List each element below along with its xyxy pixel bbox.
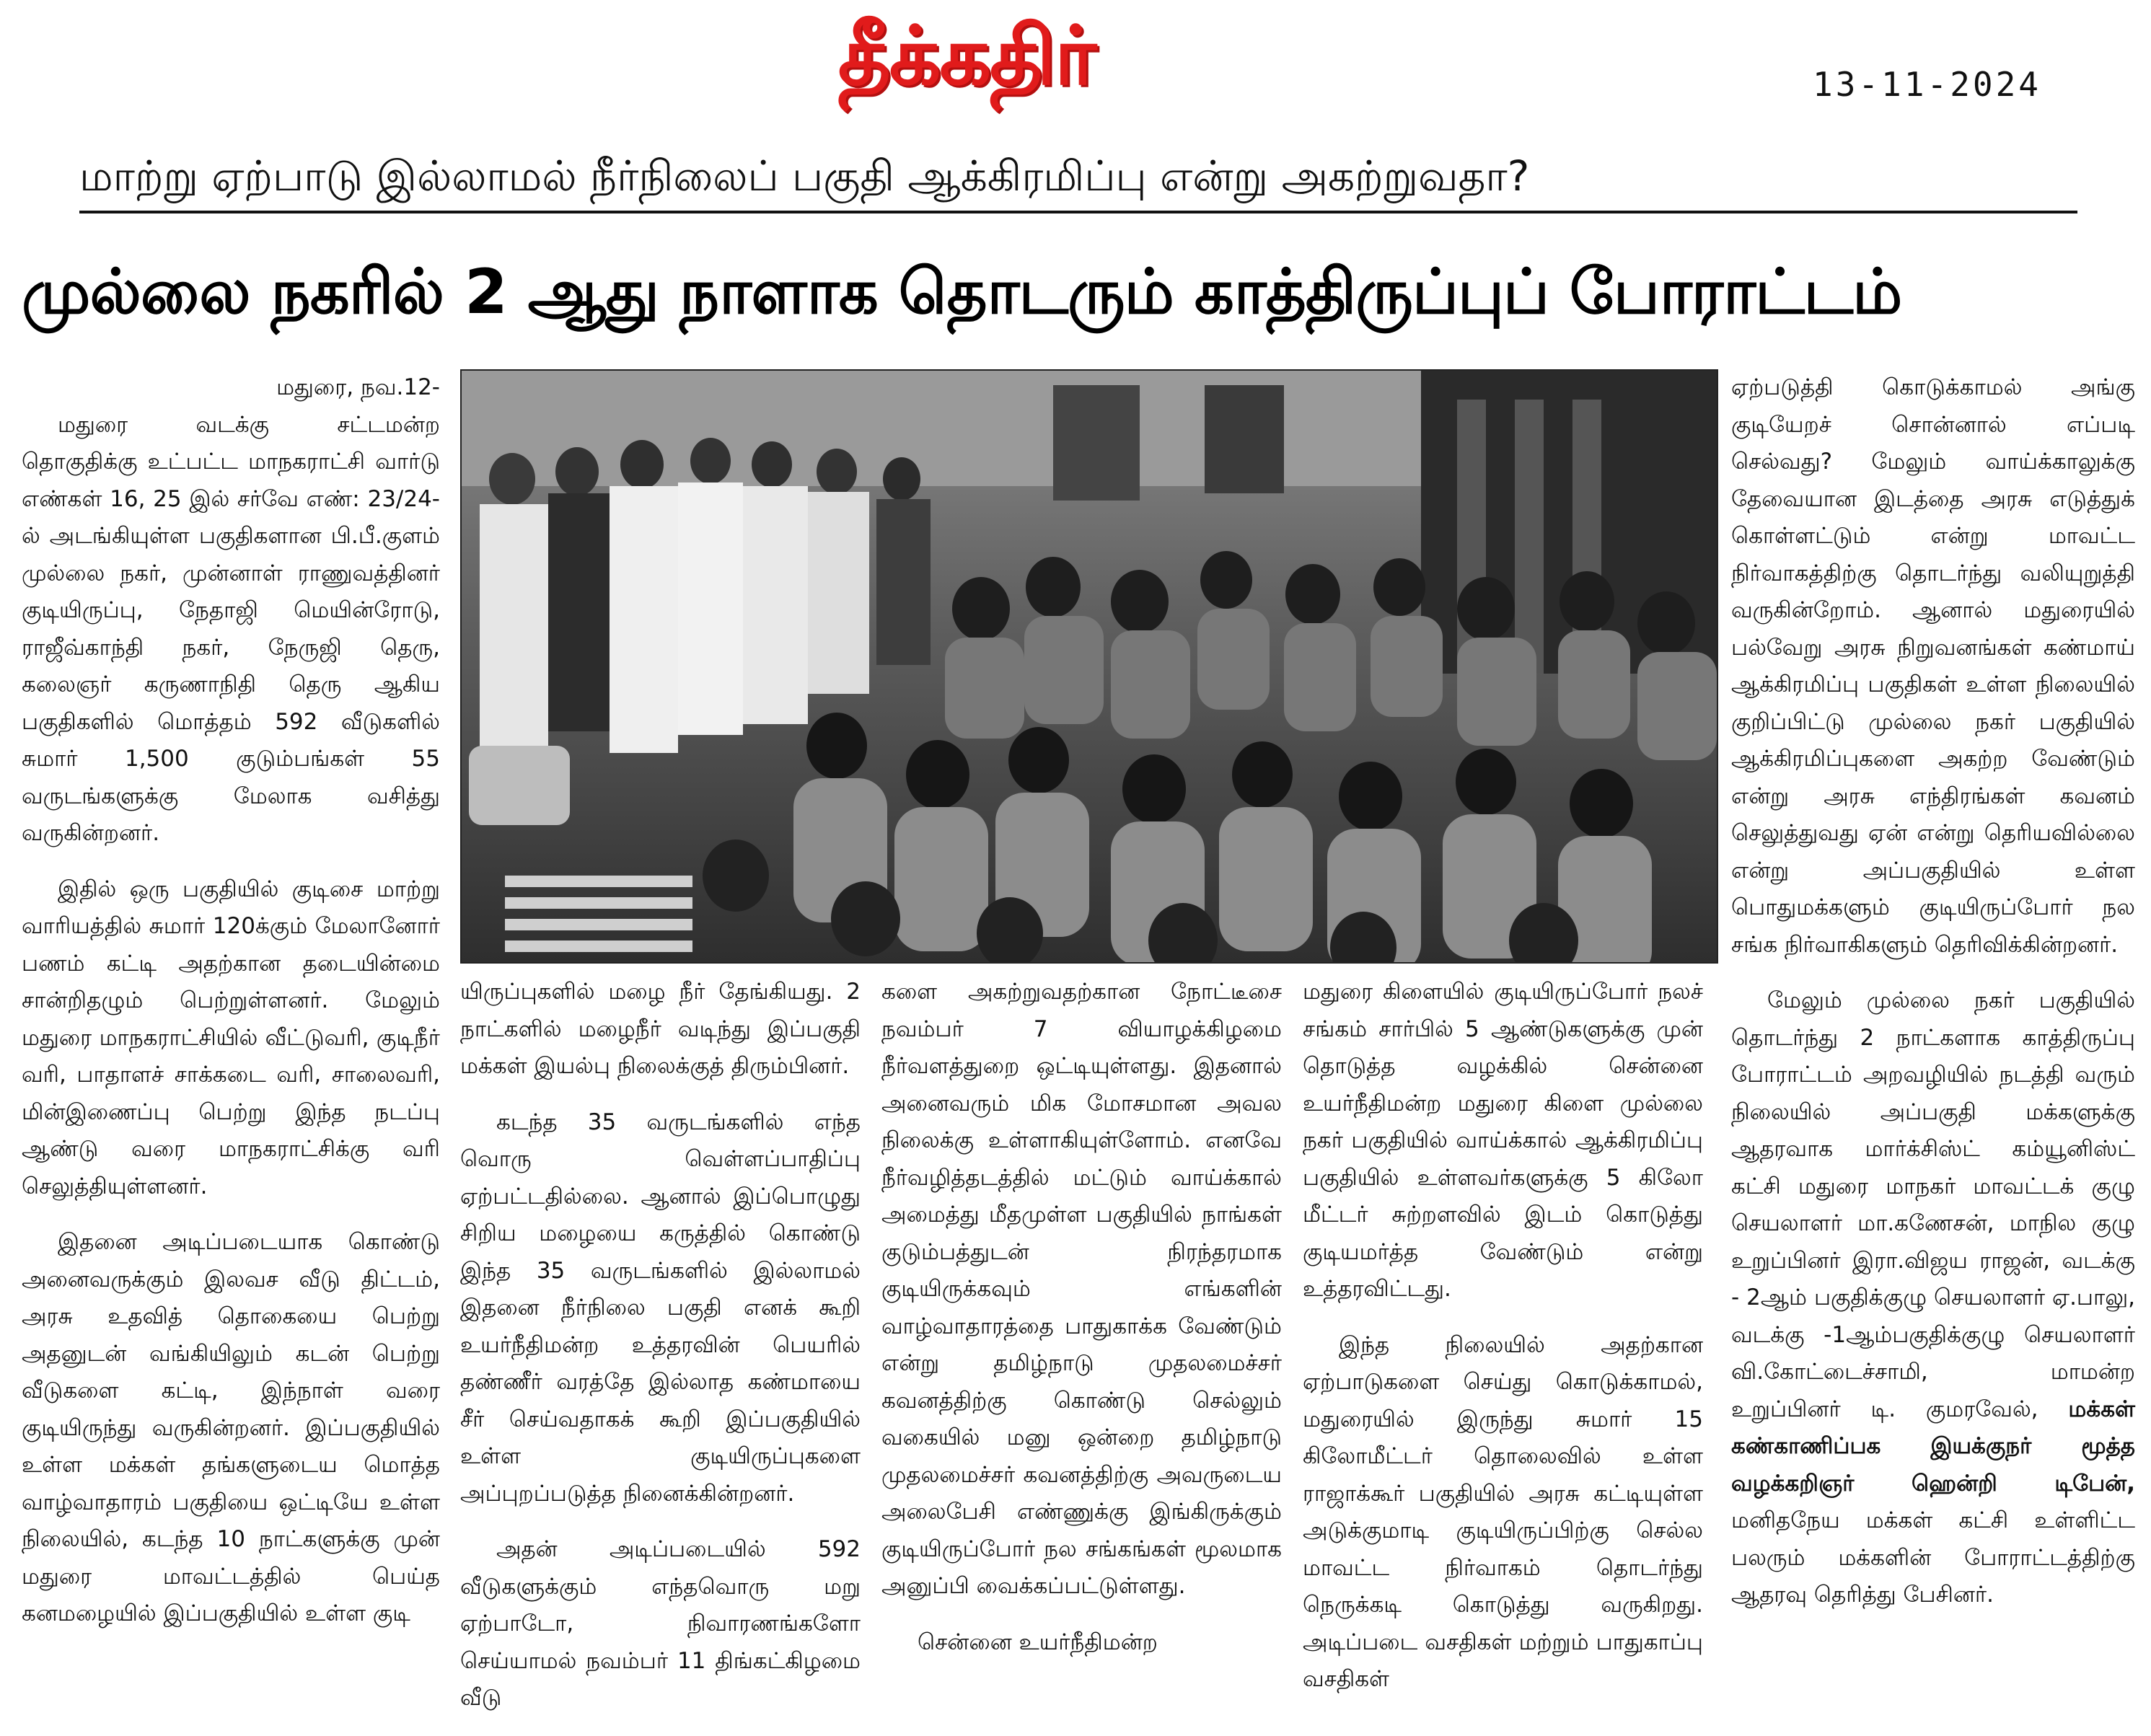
article-photo — [460, 369, 1718, 964]
article-column-2 — [460, 974, 861, 1736]
paragraph: ஏற்படுத்தி கொடுக்காமல் அங்கு குடியேறச் சொன்னால் எப்படி செல்வது? மேலும் வாய்க்காலுக்கு தேவையான இடத்தை அரசு எடுத்துக் கொள்ளட்டும் என்று மாவட்ட நிர்வாகத்திற்கு தொடர்ந்து வலியுறுத்தி வருகின்றோம். ஆனால் மதுரையில் பல்வேறு அரசு நிறுவனங்கள் கண்மாய் ஆக்கிரமிப்பு பகுதிகள் உள்ள நிலையில் குறிப்பிட்டு முல்லை நகர் பகுதியில் ஆக்கிரமிப்புகளை அகற்ற வேண்டும் என்று அரசு எந்திரங்கள் கவனம் செலுத்துவது ஏன் என்று தெரியவில்லை என்று அப்பகுதியில் உள்ள பொதுமக்களும் குடியிருப்போர் நல சங்க நிர்வாகிகளும் தெரிவிக்கின்றனர். — [1731, 374, 2135, 958]
paragraph: இதில் ஒரு பகுதியில் குடிசை மாற்று வாரியத்தில் சுமார் 120க்கும் மேலானோர் பணம் கட்டி அதற்கான தடையின்மை சான்றிதழும் பெற்றுள்ளனர். மேலும் மதுரை மாநகராட்சியில் வீட்டுவரி, குடிநீர் வரி, பாதாளச் சாக்கடை வரி, சாலைவரி, மின்இணைப்பு பெற்று இந்த நடப்பு ஆண்டு வரை மாநகராட்சிக்கு வரி செலுத்தியுள்ளனர். — [22, 876, 440, 1199]
publication-date: 13-11-2024 — [1813, 65, 2041, 104]
article-column-5 — [1731, 369, 2135, 1633]
paragraph: இதனை அடிப்படையாக கொண்டு அனைவருக்கும் இலவச வீடு திட்டம், அரசு உதவித் தொகையை பெற்று அதனுடன் வங்கியிலும் கடன் பெற்று வீடுகளை கட்டி, இந்நாள் வரை குடியிருந்து வருகின்றனர். இப்பகுதியில் உள்ள மக்கள் தங்களுடைய மொத்த வாழ்வாதாரம் பகுதியை ஒட்டியே உள்ள நிலையில், கடந்த 10 நாட்களுக்கு முன் மதுரை மாவட்டத்தில் பெய்த கனமழையில் இப்பகுதியில் உள்ள குடி — [22, 1229, 440, 1626]
newspaper-masthead: தீக்கதிர் — [837, 9, 1096, 103]
paragraph-bold-text: மக்கள் கண்காணிப்பக இயக்குநர் மூத்த வழக்கறிஞர் ஹென்றி டிபேன், — [1731, 1396, 2135, 1497]
paragraph: களை அகற்றுவதற்கான நோட்டீசை நவம்பர் 7 வியாழக்கிழமை நீர்வளத்துறை ஒட்டியுள்ளது. இதனால் அனைவரும் மிக மோசமான அவல நிலைக்கு உள்ளாகியுள்ளோம். எனவே நீர்வழித்தடத்தில் மட்டும் வாய்க்கால் அமைத்து மீதமுள்ள பகுதியில் நாங்கள் குடும்பத்துடன் நிரந்தரமாக குடியிருக்கவும் எங்களின் வாழ்வாதாரத்தை பாதுகாக்க வேண்டும் என்று தமிழ்நாடு முதலமைச்சர் கவனத்திற்கு கொண்டு செல்லும் வகையில் மனு ஒன்றை தமிழ்நாடு முதலமைச்சர் கவனத்திற்கு அவருடைய அலைபேசி எண்ணுக்கு இங்கிருக்கும் குடியிருப்போர் நல சங்கங்கள் மூலமாக அனுப்பி வைக்கப்பட்டுள்ளது. — [881, 979, 1282, 1599]
article-dateline: மதுரை, நவ.12- — [276, 374, 440, 400]
article-column-4 — [1303, 974, 1703, 1717]
paragraph: யிருப்புகளில் மழை நீர் தேங்கியது. 2 நாட்களில் மழைநீர் வடிந்து இப்பகுதி மக்கள் இயல்பு நிலைக்குத் திரும்பினர். — [460, 979, 861, 1079]
subheadline: மாற்று ஏற்பாடு இல்லாமல் நீர்நிலைப் பகுதி ஆக்கிரமிப்பு என்று அகற்றுவதா? — [79, 151, 1530, 201]
article-column-1 — [22, 369, 440, 1652]
protest-gathering-photo — [462, 371, 1717, 962]
paragraph: கடந்த 35 வருடங்களில் எந்த வொரு வெள்ளப்பாதிப்பு ஏற்பட்டதில்லை. ஆனால் இப்பொழுது சிறிய மழையை கருத்தில் கொண்டு இந்த 35 வருடங்களில் இல்லாமல் இதனை நீர்நிலை பகுதி எனக் கூறி உயர்நீதிமன்ற உத்தரவின் பெயரில் தண்ணீர் வரத்தே இல்லாத கண்மாயை சீர் செய்வதாகக் கூறி இப்பகுதியில் உள்ள குடியிருப்புகளை அப்புறப்படுத்த நினைக்கின்றனர். — [460, 1109, 861, 1507]
paragraph: அதன் அடிப்படையில் 592 வீடுகளுக்கும் எந்தவொரு மறு ஏற்பாடோ, நிவாரணங்களோ செய்யாமல் நவம்பர் 11 திங்கட்கிழமை வீடு — [460, 1536, 861, 1711]
paragraph: இந்த நிலையில் அதற்கான ஏற்பாடுகளை செய்து கொடுக்காமல், மதுரையில் இருந்து சுமார் 15 கிலோமீட்டர் தொலைவில் உள்ள ராஜாக்கூர் பகுதியில் அரசு கட்டியுள்ள அடுக்குமாடி குடியிருப்பிற்கு செல்ல மாவட்ட நிர்வாகம் தொடர்ந்து நெருக்கடி கொடுத்து வருகிறது. அடிப்படை வசதிகள் மற்றும் பாதுகாப்பு வசதிகள் — [1303, 1331, 1703, 1692]
paragraph: சென்னை உயர்நீதிமன்ற — [918, 1629, 1158, 1655]
paragraph: மதுரை வடக்கு சட்டமன்ற தொகுதிக்கு உட்பட்ட மாநகராட்சி வார்டு எண்கள் 16, 25 இல் சர்வே எண்: 23/24-ல் அடங்கியுள்ள பகுதிகளான பி.பீ.குளம் முல்லை நகர், முன்னாள் ராணுவத்தினர் குடியிருப்பு, நேதாஜி மெயின்ரோடு, ராஜீவ்காந்தி நகர், நேருஜி தெரு, கலைஞர் கருணாநிதி தெரு ஆகிய பகுதிகளில் மொத்தம் 592 வீடுகளில் சுமார் 1,500 குடும்பங்கள் 55 வருடங்களுக்கு மேலாக வசித்து வருகின்றனர். — [22, 411, 440, 846]
headline: முல்லை நகரில் 2 ஆது நாளாக தொடரும் காத்திருப்புப் போராட்டம் — [22, 256, 1902, 328]
paragraph: மதுரை கிளையில் குடியிருப்போர் நலச் சங்கம் சார்பில் 5 ஆண்டுகளுக்கு முன் தொடுத்த வழக்கில் சென்னை உயர்நீதிமன்ற மதுரை கிளை முல்லை நகர் பகுதியில் வாய்க்கால் ஆக்கிரமிப்பு பகுதியில் உள்ளவர்களுக்கு 5 கிலோ மீட்டர் சுற்றளவில் இடம் கொடுத்து குடியமர்த்த வேண்டும் என்று உத்தரவிட்டது. — [1303, 979, 1703, 1302]
subheadline-underline — [79, 211, 2077, 213]
paragraph — [1731, 982, 2135, 1614]
paragraph-text: மனிதநேய மக்கள் கட்சி உள்ளிட்ட பலரும் மக்களின் போராட்டத்திற்கு ஆதரவு தெரித்து பேசினர். — [1731, 1507, 2135, 1608]
paragraph-text: மேலும் முல்லை நகர் பகுதியில் தொடர்ந்து 2 நாட்களாக காத்திருப்பு போராட்டம் அறவழியில் நடத்தி வரும் நிலையில் அப்பகுதி மக்களுக்கு ஆதரவாக மார்க்சிஸ்ட் கம்யூனிஸ்ட் கட்சி மதுரை மாநகர் மாவட்டக் குழு செயலாளர் மா.கணேசன், மாநில குழு உறுப்பினர் இரா.விஜய ராஜன், வடக்கு - 2ஆம் பகுதிக்குழு செயலாளர் ஏ.பாலு, வடக்கு -1ஆம்பகுதிக்குழு செயலாளர் வி.கோட்டைச்சாமி, மாமன்ற உறுப்பினர் டி. குமரவேல், — [1731, 987, 2135, 1422]
article-column-3 — [881, 974, 1282, 1680]
